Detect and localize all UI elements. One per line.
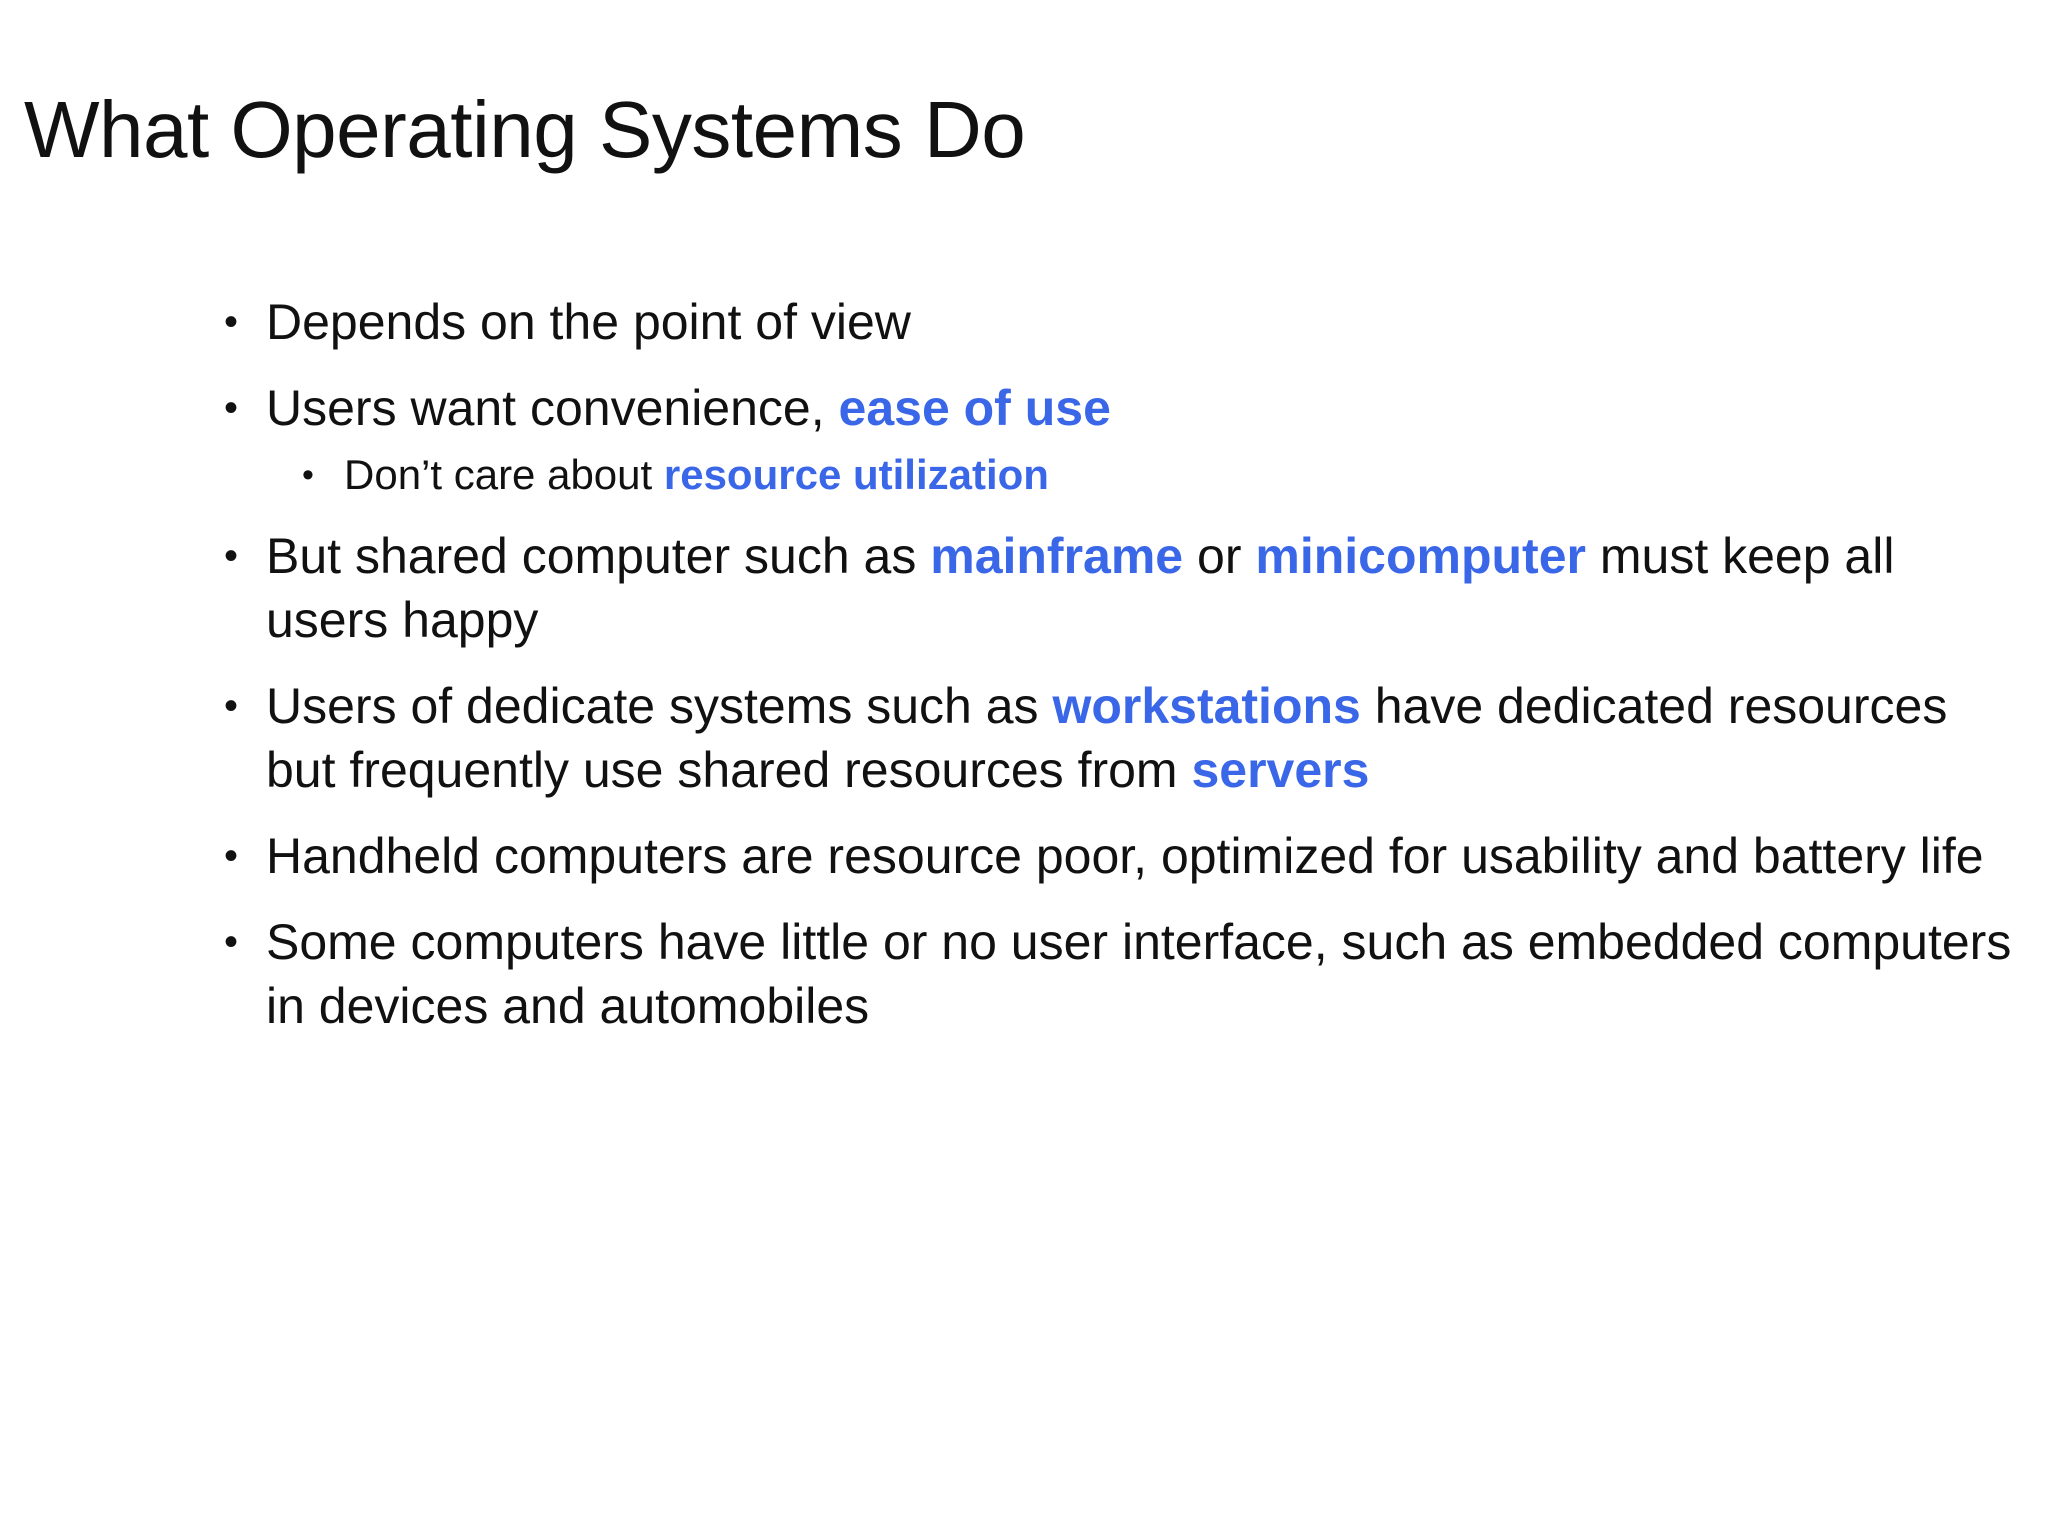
- bullet-item: [224, 524, 2024, 652]
- bullet-dot-icon: •: [224, 684, 239, 728]
- bullet-item: [224, 824, 2024, 888]
- slide-title: What Operating Systems Do: [24, 85, 1026, 174]
- bullet-dot-icon: •: [224, 920, 239, 964]
- bullet-dot-icon: •: [302, 456, 314, 494]
- bullet-item: [224, 910, 2024, 1038]
- bullet-item: [224, 290, 2024, 354]
- highlighted-term: resource utilization: [663, 451, 1049, 498]
- bullet-dot-icon: •: [224, 386, 239, 430]
- highlighted-term: workstations: [1052, 678, 1361, 734]
- bullet-text: Some computers have little or no user interface, such as embedded computers in devices and automobiles: [266, 914, 2012, 1034]
- bullet-item: [224, 376, 2024, 440]
- bullet-dot-icon: •: [224, 834, 239, 878]
- bullet-text: Don’t care about: [344, 451, 664, 498]
- bullet-text: have dedicated resources but frequently use shared resources from: [266, 678, 1948, 798]
- bullet-list: [224, 290, 2024, 1060]
- bullet-dot-icon: •: [224, 300, 239, 344]
- bullet-text: Users want convenience,: [266, 380, 839, 436]
- bullet-dot-icon: •: [224, 534, 239, 578]
- highlighted-term: ease of use: [838, 380, 1111, 436]
- highlighted-term: servers: [1191, 742, 1370, 798]
- highlighted-term: mainframe: [930, 528, 1184, 584]
- bullet-item: [224, 674, 2024, 802]
- bullet-text: or: [1183, 528, 1256, 584]
- bullet-text: But shared computer such as: [266, 528, 931, 584]
- sub-bullet-item: [302, 448, 2024, 502]
- bullet-text: Users of dedicate systems such as: [266, 678, 1053, 734]
- highlighted-term: minicomputer: [1255, 528, 1586, 584]
- bullet-text: Depends on the point of view: [266, 294, 911, 350]
- bullet-text: must keep all users happy: [266, 528, 1895, 648]
- bullet-text: Handheld computers are resource poor, optimized for usability and battery life: [266, 828, 1984, 884]
